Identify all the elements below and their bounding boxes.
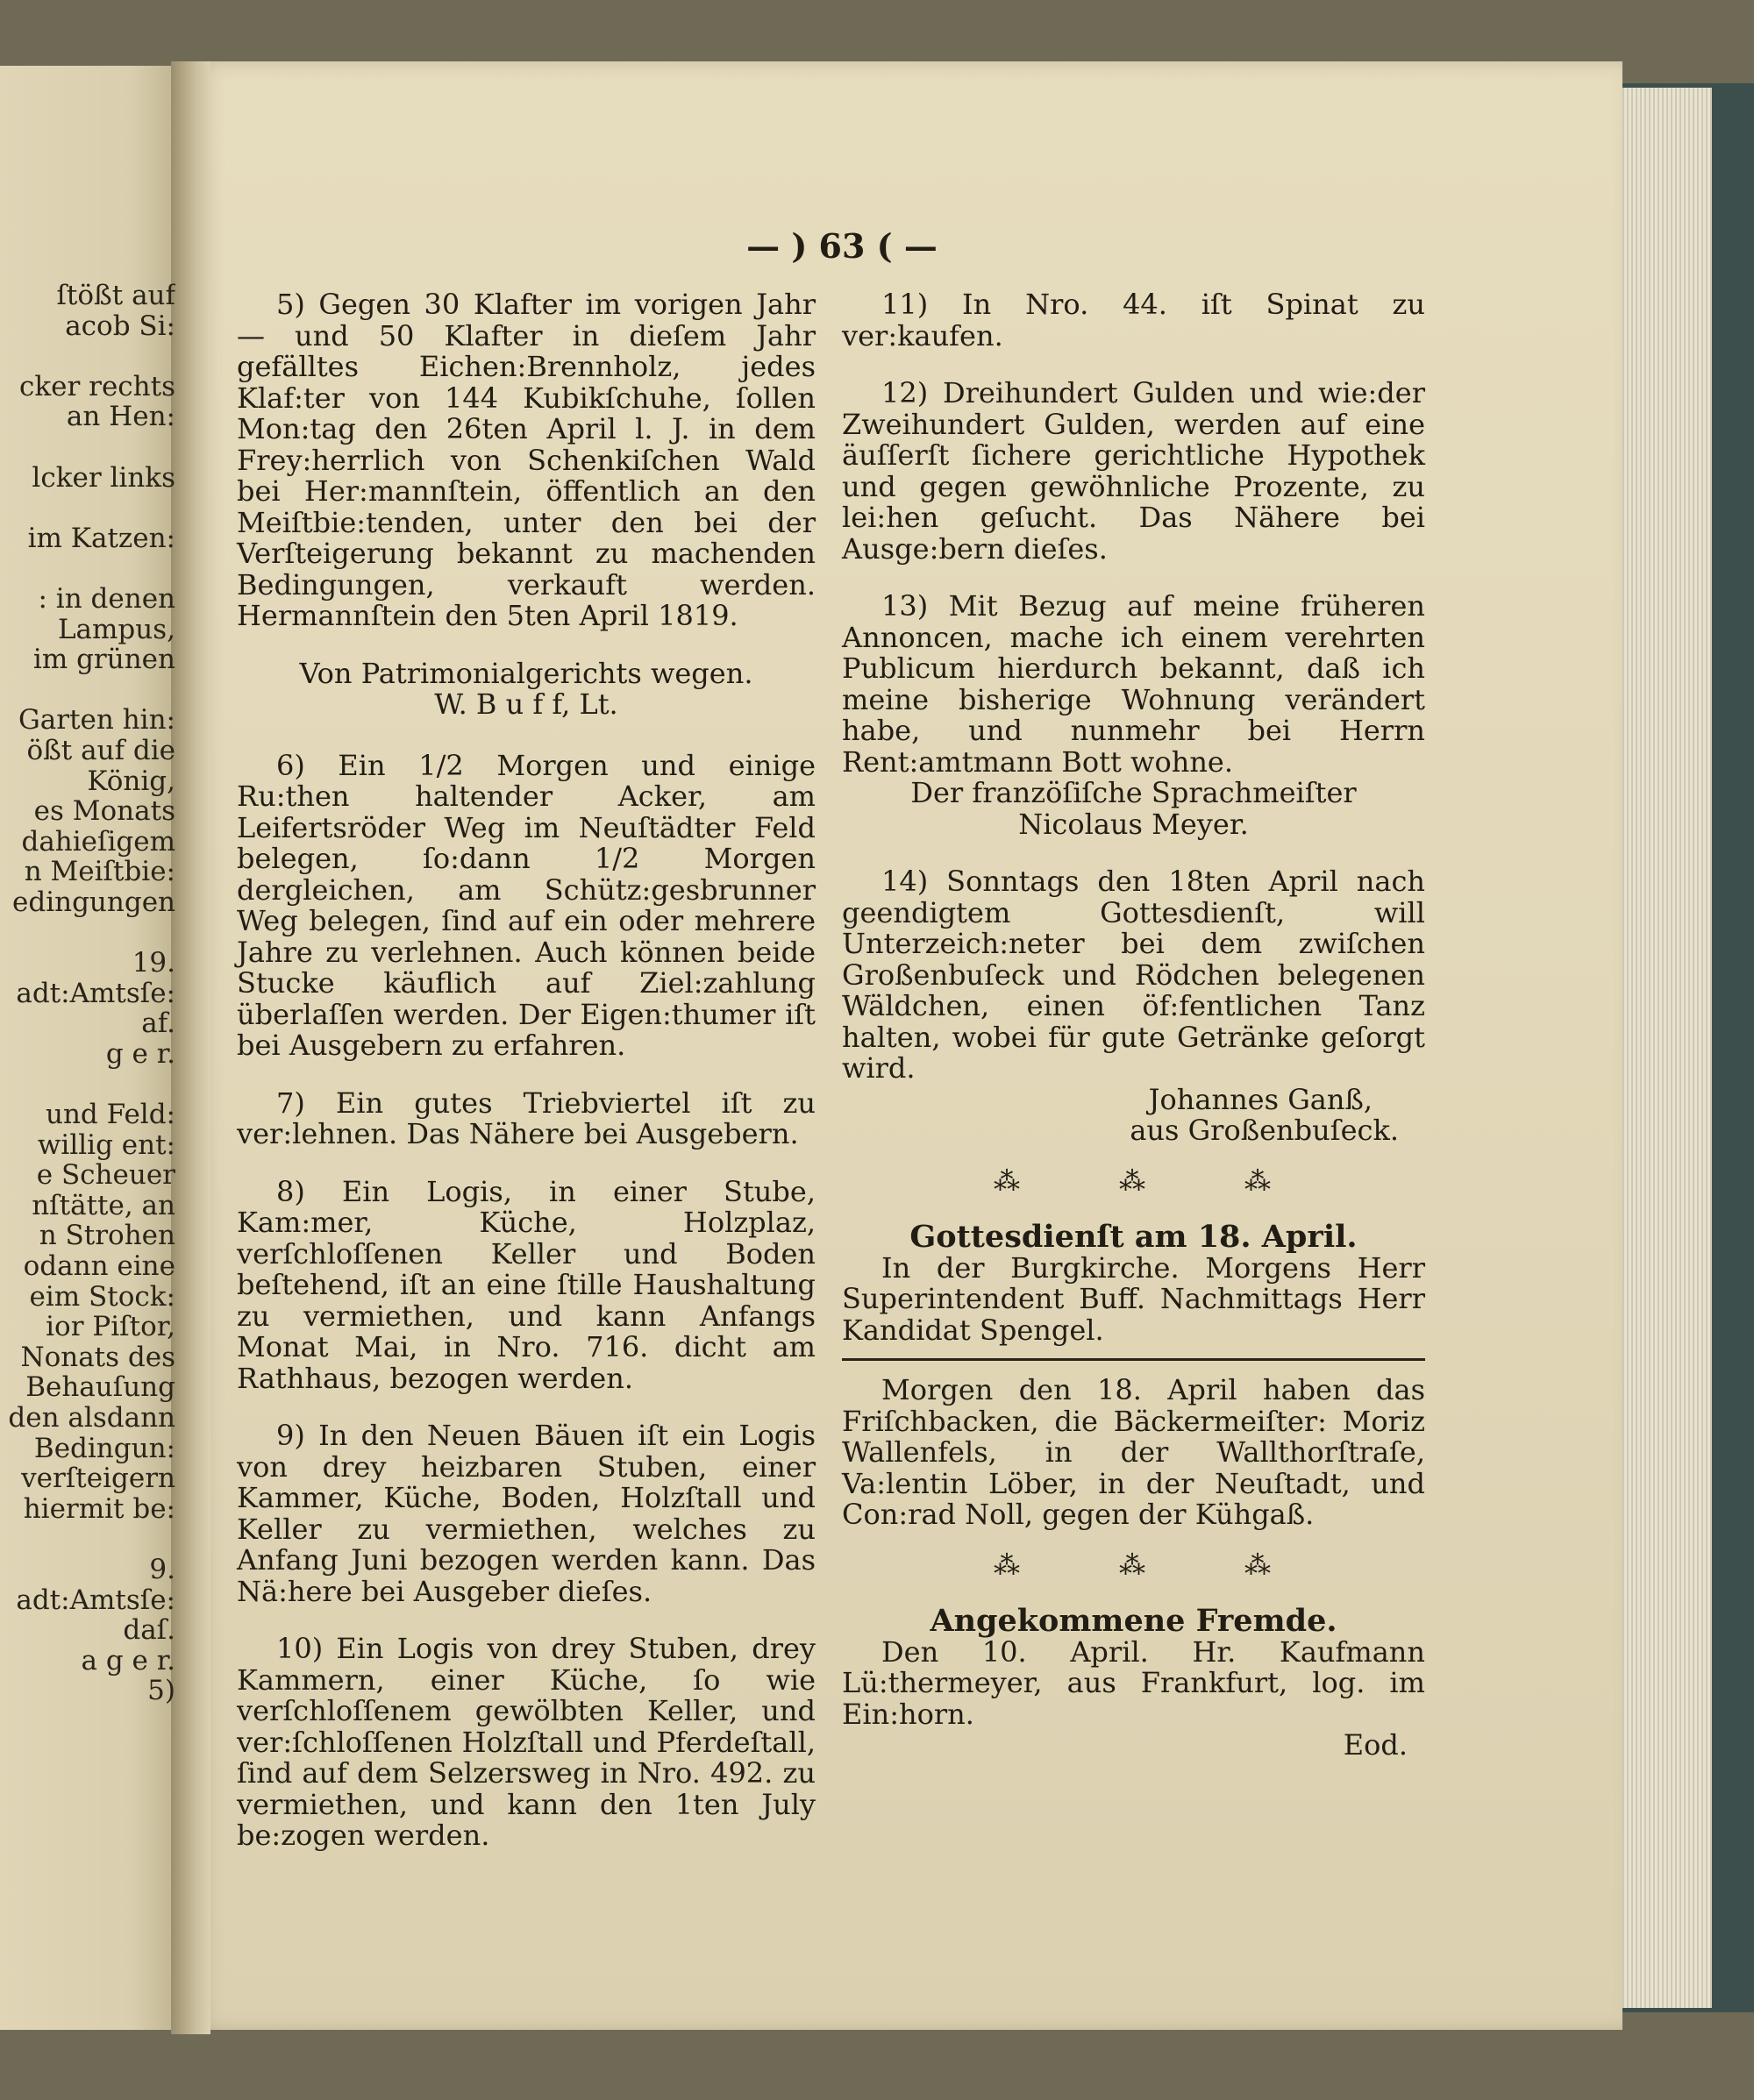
- church-service-heading: Gottesdienſt am 18. April.: [909, 1219, 1358, 1255]
- left-page-fragment-line: [0, 1069, 175, 1100]
- notice-5: 5) Gegen 30 Klafter im vorigen Jahr — und 50 Klafter in dieſem Jahr gefälltes Eichen:Brennholz, jedes Klaf:ter von 144 Kubikſchuhe, ſollen Mon:tag den 26ten April l. J. in dem Frey:herrlich von Schenkiſchen Wald bei Her:mannſtein, öffentlich an den Meiſtbie:tenden, unter den bei der Verſteigerung bekannt zu machenden Bedingungen, verkauft werden. Hermannſtein den 5ten April 1819.: [237, 288, 816, 632]
- left-page-fragment-line: im Katzen:: [27, 522, 175, 554]
- notice-14-signature-line-2: aus Großenbuſeck.: [1130, 1114, 1399, 1147]
- notice-12: 12) Dreihundert Gulden und wie:der Zweihundert Gulden, werden auf eine äuſſerſt ſichere gerichtliche Hypothek und gegen gewöhnliche Prozente, zu lei:hen geſucht. Das Nähere bei Ausge:bern dieſes.: [842, 376, 1425, 566]
- notice-7: 7) Ein gutes Triebviertel iſt zu ver:lehnen. Das Nähere bei Ausgebern.: [237, 1086, 816, 1150]
- left-page-fragment-line: verſteigern: [21, 1463, 175, 1495]
- page-stack-edges: [1620, 88, 1712, 2008]
- left-page-fragment-line: nſtätte, an: [32, 1189, 175, 1221]
- left-page-fragment-line: e Scheuer: [36, 1159, 175, 1192]
- left-page-fragment-line: Behauſung: [25, 1371, 175, 1404]
- book-gutter: [171, 61, 210, 2034]
- asterism-icon: ⁂: [994, 1549, 1023, 1581]
- left-page-fragment-line: willig ent:: [37, 1128, 175, 1161]
- left-page-fragment-line: daſ.: [123, 1614, 175, 1647]
- separator-ornament-1: [842, 1166, 1425, 1198]
- right-column: [842, 289, 1425, 1788]
- notice-13-signature-line-2: Nicolaus Meyer.: [1018, 807, 1249, 841]
- left-page-fragment-line: im grünen: [32, 644, 175, 676]
- left-page-fragment-line: [0, 493, 175, 523]
- left-page-fragment-line: n Strohen: [39, 1220, 175, 1252]
- left-page-fragment-line: [0, 675, 175, 706]
- left-page-fragment-line: [0, 1524, 175, 1555]
- notice-13: 13) Mit Bezug auf meine früheren Annoncen, mache ich einem verehrten Publicum hierdurch bekannt, daß ich meine bisherige Wohnung verändert habe, und nunmehr bei Herrn Rent:amtmann Bott wohne.: [842, 589, 1425, 779]
- left-page-fragment-line: Garten hin:: [18, 704, 175, 737]
- left-page-fragment-line: cker rechts: [18, 370, 175, 402]
- left-page-fragment-line: acob Si:: [65, 310, 175, 342]
- left-page-fragment-line: 5): [147, 1675, 175, 1706]
- left-page-fragment-line: lcker links: [32, 461, 175, 494]
- notice-8: 8) Ein Logis, in einer Stube, Kam:mer, Küche, Holzplaz, verſchloſſenen Keller und Boden beſtehend, iſt an eine ſtille Haushaltung zu vermiethen, und kann Anfangs Monat Mai, in Nro. 716. dicht am Rathhaus, bezogen werden.: [237, 1174, 816, 1395]
- left-page-fragment-line: adt:Amtsſe:: [16, 977, 175, 1009]
- notice-13-signature-line-1: Der franzöſiſche Sprachmeiſter: [910, 776, 1357, 809]
- left-page-text-fragments: [0, 281, 175, 1706]
- left-page-fragment-line: König,: [87, 765, 175, 797]
- left-page-fragment-line: odann eine: [23, 1250, 175, 1282]
- left-page-fragment-line: Bedingun:: [33, 1432, 175, 1464]
- left-page-fragment-line: hiermit be:: [23, 1492, 175, 1525]
- left-page-fragment-line: [0, 341, 175, 372]
- left-page-fragment-line: ößt auf die: [26, 734, 175, 766]
- notice-14-signature-line-1: Johannes Ganß,: [1148, 1082, 1373, 1116]
- asterism-icon: ⁂: [1119, 1549, 1148, 1581]
- left-page-fragment-line: es Monats: [33, 795, 175, 828]
- left-page-fragment-line: an Hen:: [66, 401, 175, 433]
- left-page-fragment-line: dahieſigem: [21, 825, 175, 858]
- left-page-fragment-line: : in denen: [38, 582, 175, 615]
- asterism-icon: ⁂: [1119, 1165, 1148, 1197]
- asterism-icon: ⁂: [1244, 1165, 1273, 1197]
- left-column: [237, 289, 816, 1878]
- left-page-fragment-line: adt:Amtsſe:: [16, 1584, 175, 1616]
- arrivals-text: Den 10. April. Hr. Kaufmann Lü:thermeyer, aus Frankfurt, log. im Ein:horn.: [842, 1634, 1425, 1731]
- notice-10: 10) Ein Logis von drey Stuben, drey Kammern, einer Küche, ſo wie verſchloſſenem gewölbten Keller, und ver:ſchloſſenen Holzſtall und Pferdeſtall, ſind auf dem Selzersweg in Nro. 492. zu vermiethen, und kann den 1ten July be:zogen werden.: [237, 1632, 816, 1852]
- left-page-fragment-line: Lampus,: [57, 613, 175, 645]
- left-page-fragment-line: [0, 553, 175, 584]
- left-page-fragment-line: af.: [141, 1007, 175, 1040]
- notice-5-signature-line-2: W. B u f f, Lt.: [434, 687, 618, 721]
- left-page-fragment-line: g e r.: [105, 1037, 175, 1070]
- left-page-fragment-line: ſtößt auf: [56, 281, 175, 311]
- asterism-icon: ⁂: [994, 1165, 1023, 1197]
- notice-5-signature-line-1: Von Patrimonialgerichts wegen.: [299, 656, 753, 690]
- notice-9: 9) In den Neuen Bäuen iſt ein Logis von drey heizbaren Stuben, einer Kammer, Küche, Boden, Holzſtall und Keller zu vermiethen, welches zu Anfang Juni bezogen werden kann. Das Nä:here bei Ausgeber dieſes.: [237, 1419, 816, 1608]
- left-page-fragment-line: n Meiſtbie:: [24, 856, 175, 888]
- arrivals-heading: Angekommene Fremde.: [930, 1603, 1337, 1639]
- left-page-fragment-line: 9.: [149, 1553, 175, 1585]
- separator-ornament-2: [842, 1550, 1425, 1582]
- left-page-fragment-line: den alsdann: [8, 1401, 175, 1434]
- asterism-icon: ⁂: [1244, 1549, 1273, 1581]
- notice-14: 14) Sonntags den 18ten April nach geendigtem Gottesdienſt, will Unterzeich:neter bei dem zwiſchen Großenbuſeck und Rödchen belegenen Wäldchen, einen öf:fentlichen Tanz halten, wobei für gute Getränke geſorgt wird.: [842, 865, 1425, 1085]
- left-page-fragment-line: a g e r.: [81, 1644, 175, 1676]
- church-service-text: In der Burgkirche. Morgens Herr Superintendent Buff. Nachmittags Herr Kandidat Spengel.: [842, 1250, 1425, 1347]
- notice-11: 11) In Nro. 44. iſt Spinat zu ver:kaufen.: [842, 288, 1425, 352]
- notice-6: 6) Ein 1/2 Morgen und einige Ru:then haltender Acker, am Leifertsröder Weg im Neuſtädter Feld belegen, ſo:dann 1/2 Morgen dergleichen, am Schütz:gesbrunner Weg belegen, ſind auf ein oder mehrere Jahre zu verlehnen. Auch können beide Stucke käuflich auf Ziel:zahlung überlaſſen werden. Der Eigen:thumer iſt bei Ausgebern zu erfahren.: [237, 748, 816, 1062]
- left-page-fragment-line: [0, 432, 175, 463]
- left-page-fragment-line: eim Stock:: [29, 1280, 175, 1313]
- left-page-fragment-line: [0, 917, 175, 948]
- closing-mark: Eod.: [1343, 1728, 1408, 1762]
- bakers-notice: Morgen den 18. April haben das Friſchbacken, die Bäckermeiſter: Moriz Wallenfels, in der Wallthorſtraſe, Va:lentin Löber, in der Neuſtadt, und Con:rad Noll, gegen der Kühgaß.: [842, 1373, 1425, 1531]
- horizontal-rule: [842, 1358, 1425, 1361]
- page-number: — ) 63 ( —: [746, 226, 938, 266]
- left-page-fragment-line: edingungen: [12, 886, 175, 918]
- left-page-fragment-line: Nonats des: [20, 1341, 175, 1373]
- left-page-fragment-line: 19.: [132, 947, 175, 979]
- left-page-fragment-line: und Feld:: [46, 1099, 175, 1131]
- left-page-fragment-line: ior Piſtor,: [46, 1311, 175, 1343]
